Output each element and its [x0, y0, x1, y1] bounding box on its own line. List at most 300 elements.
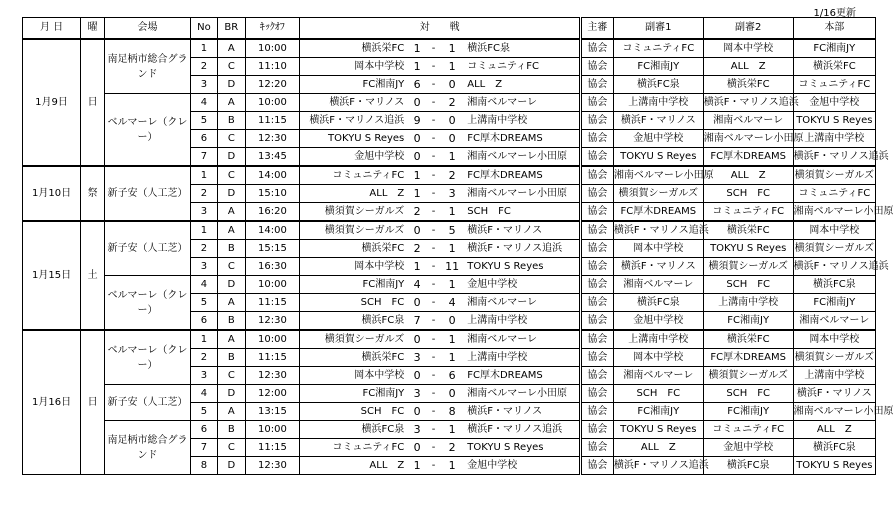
home-team: 横須賀シーガルズ [300, 203, 407, 222]
kickoff-time: 14:00 [245, 221, 300, 240]
match-row [23, 166, 876, 185]
match-number: 3 [190, 258, 217, 276]
assistant-referee-1: 岡本中学校 [613, 349, 703, 367]
main-referee: 協会 [580, 39, 613, 58]
assistant-referee-1: 湘南ベルマーレ [613, 276, 703, 294]
home-score: 4 [407, 276, 427, 294]
bracket: C [218, 58, 245, 76]
main-referee: 協会 [580, 240, 613, 258]
day-of-week: 日 [81, 39, 105, 166]
away-score: 8 [440, 403, 464, 421]
home-score: 0 [407, 130, 427, 148]
score-separator: - [427, 439, 440, 457]
match-date: 1月15日 [23, 221, 81, 330]
home-team: 金旭中学校 [300, 148, 407, 167]
bracket: A [218, 330, 245, 349]
away-score: 0 [440, 76, 464, 94]
home-score: 9 [407, 112, 427, 130]
match-number: 1 [190, 330, 217, 349]
main-referee: 協会 [580, 203, 613, 222]
bracket: A [218, 294, 245, 312]
kickoff-time: 11:15 [245, 349, 300, 367]
kickoff-time: 10:00 [245, 421, 300, 439]
headquarters: 横浜F・マリノス追浜 [793, 148, 875, 167]
bracket: A [218, 403, 245, 421]
main-referee: 協会 [580, 76, 613, 94]
assistant-referee-1: 横浜F・マリノス追浜 [613, 221, 703, 240]
bracket: B [218, 349, 245, 367]
bracket: C [218, 439, 245, 457]
assistant-referee-1: TOKYU S Reyes [613, 421, 703, 439]
assistant-referee-2: SCH FC [703, 385, 793, 403]
away-team: 横浜FC泉 [464, 39, 580, 58]
assistant-referee-2: ALL Z [703, 166, 793, 185]
home-team: FC湘南JY [300, 276, 407, 294]
score-separator: - [427, 240, 440, 258]
away-score: 1 [440, 421, 464, 439]
home-team: 横浜F・マリノス追浜 [300, 112, 407, 130]
home-score: 3 [407, 385, 427, 403]
bracket: B [218, 312, 245, 331]
away-score: 1 [440, 276, 464, 294]
match-row [23, 330, 876, 349]
score-separator: - [427, 166, 440, 185]
away-team: FC厚木DREAMS [464, 166, 580, 185]
header-br: BR [218, 18, 245, 40]
kickoff-time: 12:30 [245, 130, 300, 148]
match-number: 6 [190, 312, 217, 331]
main-referee: 協会 [580, 421, 613, 439]
match-number: 1 [190, 39, 217, 58]
assistant-referee-2: 横浜栄FC [703, 330, 793, 349]
away-team: 金旭中学校 [464, 276, 580, 294]
bracket: A [218, 94, 245, 112]
score-separator: - [427, 76, 440, 94]
away-team: FC厚木DREAMS [464, 367, 580, 385]
away-team: 湘南ベルマーレ [464, 294, 580, 312]
away-team: 金旭中学校 [464, 457, 580, 475]
assistant-referee-2: SCH FC [703, 276, 793, 294]
day-of-week: 日 [81, 330, 105, 475]
kickoff-time: 10:00 [245, 276, 300, 294]
away-score: 2 [440, 94, 464, 112]
home-team: 横浜栄FC [300, 240, 407, 258]
away-team: 上溝南中学校 [464, 349, 580, 367]
headquarters: 上溝南中学校 [793, 367, 875, 385]
assistant-referee-2: 湘南ベルマーレ [703, 112, 793, 130]
away-team: 湘南ベルマーレ小田原 [464, 185, 580, 203]
score-separator: - [427, 39, 440, 58]
score-separator: - [427, 112, 440, 130]
score-separator: - [427, 130, 440, 148]
home-score: 2 [407, 240, 427, 258]
away-team: TOKYU S Reyes [464, 258, 580, 276]
venue-name: 南足柄市総合グランド [105, 39, 191, 94]
away-team: ALL Z [464, 76, 580, 94]
match-number: 5 [190, 294, 217, 312]
assistant-referee-1: 横浜FC泉 [613, 76, 703, 94]
match-number: 3 [190, 76, 217, 94]
away-team: 上溝南中学校 [464, 112, 580, 130]
score-separator: - [427, 185, 440, 203]
home-score: 3 [407, 349, 427, 367]
bracket: B [218, 240, 245, 258]
bracket: D [218, 457, 245, 475]
main-referee: 協会 [580, 58, 613, 76]
bracket: D [218, 185, 245, 203]
away-score: 1 [440, 39, 464, 58]
away-score: 6 [440, 367, 464, 385]
home-score: 1 [407, 58, 427, 76]
match-number: 6 [190, 421, 217, 439]
header-assistant-2: 副審2 [703, 18, 793, 40]
away-team: 湘南ベルマーレ [464, 94, 580, 112]
main-referee: 協会 [580, 312, 613, 331]
home-score: 1 [407, 166, 427, 185]
kickoff-time: 11:15 [245, 294, 300, 312]
assistant-referee-1: FC湘南JY [613, 403, 703, 421]
away-team: FC厚木DREAMS [464, 130, 580, 148]
away-team: 湘南ベルマーレ [464, 330, 580, 349]
assistant-referee-1: 横浜F・マリノス [613, 258, 703, 276]
home-team: コミュニティFC [300, 439, 407, 457]
match-date: 1月16日 [23, 330, 81, 475]
away-score: 5 [440, 221, 464, 240]
bracket: A [218, 203, 245, 222]
home-score: 3 [407, 421, 427, 439]
away-score: 1 [440, 349, 464, 367]
kickoff-time: 11:15 [245, 439, 300, 457]
away-score: 0 [440, 112, 464, 130]
venue-name: 南足柄市総合グランド [105, 421, 191, 475]
assistant-referee-1: SCH FC [613, 385, 703, 403]
match-number: 5 [190, 112, 217, 130]
home-team: TOKYU S Reyes [300, 130, 407, 148]
score-separator: - [427, 457, 440, 475]
main-referee: 協会 [580, 403, 613, 421]
assistant-referee-2: 横浜FC泉 [703, 457, 793, 475]
main-referee: 協会 [580, 330, 613, 349]
assistant-referee-2: ALL Z [703, 58, 793, 76]
assistant-referee-1: コミュニティFC [613, 39, 703, 58]
score-separator: - [427, 312, 440, 331]
main-referee: 協会 [580, 457, 613, 475]
main-referee: 協会 [580, 112, 613, 130]
assistant-referee-2: 湘南ベルマーレ小田原 [703, 130, 793, 148]
bracket: C [218, 258, 245, 276]
home-team: 横浜栄FC [300, 39, 407, 58]
home-team: コミュニティFC [300, 166, 407, 185]
headquarters: 上溝南中学校 [793, 130, 875, 148]
headquarters: コミュニティFC [793, 76, 875, 94]
kickoff-time: 11:15 [245, 112, 300, 130]
kickoff-time: 16:30 [245, 258, 300, 276]
main-referee: 協会 [580, 148, 613, 167]
headquarters: 横浜F・マリノス追浜 [793, 258, 875, 276]
away-score: 1 [440, 330, 464, 349]
home-team: SCH FC [300, 403, 407, 421]
assistant-referee-1: TOKYU S Reyes [613, 148, 703, 167]
assistant-referee-2: FC厚木DREAMS [703, 148, 793, 167]
header-row [23, 18, 876, 40]
match-number: 1 [190, 221, 217, 240]
headquarters: FC湘南JY [793, 39, 875, 58]
home-team: 岡本中学校 [300, 367, 407, 385]
match-number: 2 [190, 58, 217, 76]
away-score: 2 [440, 166, 464, 185]
away-score: 3 [440, 185, 464, 203]
venue-name: 新子安（人工芝） [105, 221, 191, 276]
assistant-referee-1: FC湘南JY [613, 58, 703, 76]
score-separator: - [427, 421, 440, 439]
score-separator: - [427, 276, 440, 294]
match-date: 1月9日 [23, 39, 81, 166]
headquarters: 横須賀シーガルズ [793, 166, 875, 185]
headquarters: 横浜FC泉 [793, 439, 875, 457]
header-kickoff: ｷｯｸｵﾌ [245, 18, 300, 40]
away-team: コミュニティFC [464, 58, 580, 76]
headquarters: 横須賀シーガルズ [793, 349, 875, 367]
bracket: D [218, 148, 245, 167]
home-score: 1 [407, 185, 427, 203]
headquarters: 岡本中学校 [793, 330, 875, 349]
score-separator: - [427, 258, 440, 276]
home-score: 0 [407, 148, 427, 167]
match-row [23, 221, 876, 240]
header-match: 対 戦 [300, 18, 581, 40]
assistant-referee-2: 上溝南中学校 [703, 294, 793, 312]
home-team: 横浜FC泉 [300, 421, 407, 439]
home-score: 2 [407, 203, 427, 222]
match-number: 7 [190, 148, 217, 167]
home-team: 横須賀シーガルズ [300, 221, 407, 240]
away-score: 1 [440, 58, 464, 76]
bracket: C [218, 166, 245, 185]
home-team: 横浜FC泉 [300, 312, 407, 331]
bracket: A [218, 39, 245, 58]
match-row [23, 421, 876, 439]
main-referee: 協会 [580, 94, 613, 112]
away-team: 上溝南中学校 [464, 312, 580, 331]
assistant-referee-2: 横浜栄FC [703, 76, 793, 94]
headquarters: 横須賀シーガルズ [793, 240, 875, 258]
away-score: 1 [440, 203, 464, 222]
kickoff-time: 15:10 [245, 185, 300, 203]
home-score: 0 [407, 294, 427, 312]
headquarters: 横浜栄FC [793, 58, 875, 76]
headquarters: FC湘南JY [793, 294, 875, 312]
main-referee: 協会 [580, 367, 613, 385]
away-team: 横浜F・マリノス追浜 [464, 421, 580, 439]
home-score: 0 [407, 330, 427, 349]
home-team: FC湘南JY [300, 76, 407, 94]
assistant-referee-2: FC厚木DREAMS [703, 349, 793, 367]
assistant-referee-2: 横須賀シーガルズ [703, 367, 793, 385]
header-assistant-1: 副審1 [613, 18, 703, 40]
kickoff-time: 12:30 [245, 457, 300, 475]
day-of-week: 祭 [81, 166, 105, 221]
home-team: 岡本中学校 [300, 258, 407, 276]
assistant-referee-2: 横浜栄FC [703, 221, 793, 240]
main-referee: 協会 [580, 276, 613, 294]
main-referee: 協会 [580, 258, 613, 276]
headquarters: 岡本中学校 [793, 221, 875, 240]
assistant-referee-1: 金旭中学校 [613, 312, 703, 331]
away-score: 0 [440, 385, 464, 403]
venue-name: ベルマーレ（クレー） [105, 330, 191, 385]
bracket: B [218, 112, 245, 130]
venue-name: 新子安（人工芝） [105, 385, 191, 421]
assistant-referee-1: 湘南ベルマーレ小田原 [613, 166, 703, 185]
home-score: 0 [407, 439, 427, 457]
assistant-referee-1: 横浜FC泉 [613, 294, 703, 312]
main-referee: 協会 [580, 385, 613, 403]
away-team: 湘南ベルマーレ小田原 [464, 385, 580, 403]
home-score: 1 [407, 39, 427, 58]
match-number: 4 [190, 385, 217, 403]
away-score: 11 [440, 258, 464, 276]
match-date: 1月10日 [23, 166, 81, 221]
bracket: D [218, 385, 245, 403]
home-team: 横浜栄FC [300, 349, 407, 367]
main-referee: 協会 [580, 221, 613, 240]
home-score: 1 [407, 258, 427, 276]
assistant-referee-2: TOKYU S Reyes [703, 240, 793, 258]
assistant-referee-1: ALL Z [613, 439, 703, 457]
assistant-referee-2: SCH FC [703, 185, 793, 203]
kickoff-time: 16:20 [245, 203, 300, 222]
away-score: 4 [440, 294, 464, 312]
kickoff-time: 14:00 [245, 166, 300, 185]
match-number: 2 [190, 240, 217, 258]
away-score: 1 [440, 457, 464, 475]
score-separator: - [427, 148, 440, 167]
headquarters: TOKYU S Reyes [793, 457, 875, 475]
assistant-referee-1: 上溝南中学校 [613, 94, 703, 112]
headquarters: TOKYU S Reyes [793, 112, 875, 130]
home-score: 7 [407, 312, 427, 331]
assistant-referee-1: 横浜F・マリノス追浜 [613, 457, 703, 475]
away-score: 1 [440, 148, 464, 167]
match-row [23, 385, 876, 403]
updated-date: 1/16更新 [813, 8, 856, 19]
score-separator: - [427, 203, 440, 222]
home-team: SCH FC [300, 294, 407, 312]
kickoff-time: 12:00 [245, 385, 300, 403]
main-referee: 協会 [580, 439, 613, 457]
bracket: D [218, 276, 245, 294]
away-score: 1 [440, 240, 464, 258]
away-team: TOKYU S Reyes [464, 439, 580, 457]
score-separator: - [427, 221, 440, 240]
home-team: ALL Z [300, 457, 407, 475]
header-venue: 会場 [105, 18, 191, 40]
home-team: 横浜F・マリノス [300, 94, 407, 112]
assistant-referee-1: 湘南ベルマーレ [613, 367, 703, 385]
home-score: 1 [407, 457, 427, 475]
home-team: 岡本中学校 [300, 58, 407, 76]
headquarters: 湘南ベルマーレ小田原 [793, 403, 875, 421]
match-row [23, 276, 876, 294]
kickoff-time: 12:20 [245, 76, 300, 94]
score-separator: - [427, 294, 440, 312]
match-number: 3 [190, 367, 217, 385]
match-number: 5 [190, 403, 217, 421]
assistant-referee-1: 岡本中学校 [613, 240, 703, 258]
header-headquarters: 本部 [793, 18, 875, 40]
match-row [23, 94, 876, 112]
assistant-referee-2: 横須賀シーガルズ [703, 258, 793, 276]
headquarters: 湘南ベルマーレ [793, 312, 875, 331]
away-score: 0 [440, 312, 464, 331]
match-number: 4 [190, 276, 217, 294]
assistant-referee-1: 横浜F・マリノス [613, 112, 703, 130]
assistant-referee-2: 金旭中学校 [703, 439, 793, 457]
home-score: 0 [407, 367, 427, 385]
score-separator: - [427, 58, 440, 76]
away-team: 横浜F・マリノス [464, 403, 580, 421]
kickoff-time: 10:00 [245, 94, 300, 112]
headquarters: ALL Z [793, 421, 875, 439]
assistant-referee-2: 岡本中学校 [703, 39, 793, 58]
headquarters: 横浜F・マリノス [793, 385, 875, 403]
kickoff-time: 15:15 [245, 240, 300, 258]
main-referee: 協会 [580, 294, 613, 312]
home-score: 6 [407, 76, 427, 94]
match-number: 1 [190, 166, 217, 185]
bracket: A [218, 221, 245, 240]
headquarters: 横浜FC泉 [793, 276, 875, 294]
kickoff-time: 13:15 [245, 403, 300, 421]
match-row [23, 39, 876, 58]
header-main-referee: 主審 [580, 18, 613, 40]
header-no: No [190, 18, 217, 40]
home-team: ALL Z [300, 185, 407, 203]
match-number: 4 [190, 94, 217, 112]
header-dow: 曜 [81, 18, 105, 40]
assistant-referee-2: FC湘南JY [703, 403, 793, 421]
match-number: 7 [190, 439, 217, 457]
match-number: 3 [190, 203, 217, 222]
score-separator: - [427, 349, 440, 367]
home-score: 0 [407, 403, 427, 421]
main-referee: 協会 [580, 349, 613, 367]
assistant-referee-2: FC湘南JY [703, 312, 793, 331]
home-team: 横須賀シーガルズ [300, 330, 407, 349]
bracket: D [218, 76, 245, 94]
assistant-referee-1: FC厚木DREAMS [613, 203, 703, 222]
main-referee: 協会 [580, 130, 613, 148]
home-score: 0 [407, 94, 427, 112]
kickoff-time: 10:00 [245, 39, 300, 58]
kickoff-time: 13:45 [245, 148, 300, 167]
headquarters: 湘南ベルマーレ小田原 [793, 203, 875, 222]
kickoff-time: 10:00 [245, 330, 300, 349]
kickoff-time: 11:10 [245, 58, 300, 76]
score-separator: - [427, 403, 440, 421]
kickoff-time: 12:30 [245, 367, 300, 385]
bracket: B [218, 421, 245, 439]
away-team: 横浜F・マリノス [464, 221, 580, 240]
away-team: 横浜F・マリノス追浜 [464, 240, 580, 258]
match-number: 6 [190, 130, 217, 148]
venue-name: ベルマーレ（クレー） [105, 276, 191, 331]
assistant-referee-1: 金旭中学校 [613, 130, 703, 148]
kickoff-time: 12:30 [245, 312, 300, 331]
match-number: 2 [190, 185, 217, 203]
home-team: FC湘南JY [300, 385, 407, 403]
main-referee: 協会 [580, 185, 613, 203]
